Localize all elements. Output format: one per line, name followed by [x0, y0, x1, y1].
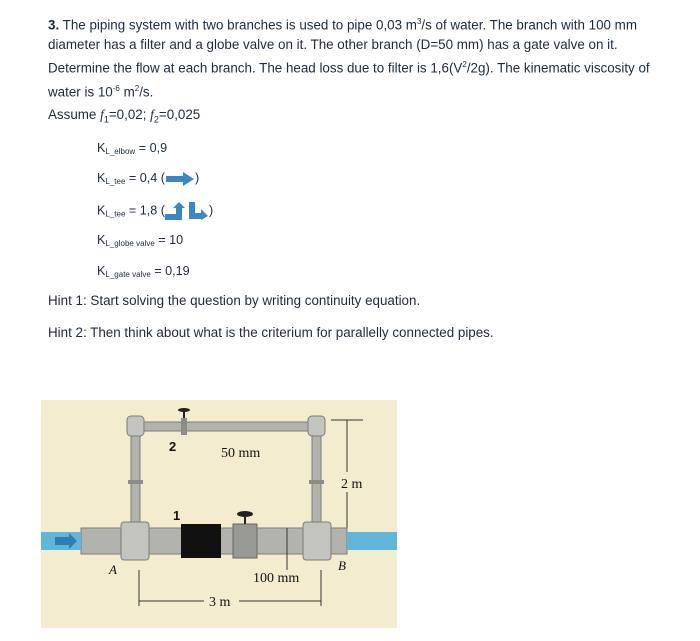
problem-text-2: /s of water. The branch with 100 mm diameter has a filter and a globe valve on it. The other branch (D=50 mm) has a gate valve on it. Determine the flow at each branch. The head loss due to filter is 1,6(V	[48, 17, 637, 76]
outlet-water	[347, 532, 397, 550]
k-value: = 1,8 (	[125, 203, 165, 218]
label-2m: 2 m	[341, 477, 363, 492]
tee-left	[121, 522, 149, 560]
globe-valve	[233, 524, 257, 558]
problem-text-4: m	[119, 84, 135, 100]
k-tee-through	[97, 171, 199, 186]
hint-2: Hint 2: Then think about what is the criterium for parallelly connected pipes.	[48, 325, 494, 340]
f2-subscript: 2	[153, 114, 159, 125]
label-100mm: 100 mm	[253, 571, 300, 586]
elbow-left	[127, 416, 144, 436]
k-subscript: L_gate valve	[105, 270, 151, 279]
piping-figure	[41, 400, 397, 628]
label-2: 2	[169, 439, 177, 454]
problem-text-1: The piping system with two branches is used to pipe 0,03 m	[59, 17, 417, 33]
k-tee-branch	[97, 202, 213, 220]
gate-valve	[181, 418, 187, 435]
f2-value: =0,025	[158, 107, 201, 122]
arrow-up-turn-icon	[165, 202, 187, 220]
f1-value: =0,02;	[108, 107, 151, 122]
k-value: = 10	[154, 233, 184, 247]
k-value: = 0,9	[135, 141, 168, 155]
k-symbol: K	[97, 203, 106, 218]
superscript: 2	[134, 83, 140, 93]
k-elbow	[97, 141, 167, 156]
f2-symbol: f	[150, 107, 154, 122]
label-A: A	[109, 562, 117, 577]
k-symbol: K	[97, 141, 106, 155]
k-subscript: L_globe valve	[105, 239, 155, 248]
label-1: 1	[173, 508, 181, 523]
arrow-right-icon	[165, 172, 195, 186]
upper-pipe	[137, 422, 319, 431]
k-symbol: K	[97, 264, 106, 278]
hint-1: Hint 1: Start solving the question by writing continuity equation.	[48, 293, 421, 308]
k-value: = 0,4 (	[125, 171, 165, 185]
tee-right	[303, 522, 331, 560]
problem-statement	[48, 12, 680, 102]
superscript: -6	[112, 83, 120, 93]
k-suffix: )	[209, 203, 214, 218]
problem-text-3: /2g). The kinematic viscosity of water is 10	[48, 60, 650, 100]
k-symbol: K	[97, 233, 106, 247]
assume-line	[48, 105, 200, 130]
problem-text-5: /s.	[139, 84, 154, 100]
k-value: = 0,19	[150, 264, 190, 278]
k-symbol: K	[97, 171, 106, 185]
figure-background	[41, 400, 397, 628]
label-B: B	[338, 558, 346, 573]
arrow-down-right-turn-icon	[189, 202, 209, 220]
k-subscript: L_elbow	[105, 147, 136, 156]
k-suffix: )	[195, 171, 200, 185]
f1-symbol: f	[100, 107, 104, 122]
k-subscript: L_tee	[105, 177, 126, 186]
k-subscript: L_tee	[105, 209, 126, 219]
k-globe-valve	[97, 233, 183, 248]
label-3m: 3 m	[209, 595, 231, 610]
f1-subscript: 1	[103, 114, 109, 125]
problem-number: 3.	[48, 17, 60, 33]
superscript: 3	[416, 17, 422, 26]
filter	[181, 524, 221, 558]
k-gate-valve	[97, 264, 190, 279]
superscript: 2	[462, 60, 467, 70]
assume-prefix: Assume	[48, 107, 101, 122]
elbow-right	[308, 416, 325, 436]
label-50mm: 50 mm	[221, 446, 261, 461]
